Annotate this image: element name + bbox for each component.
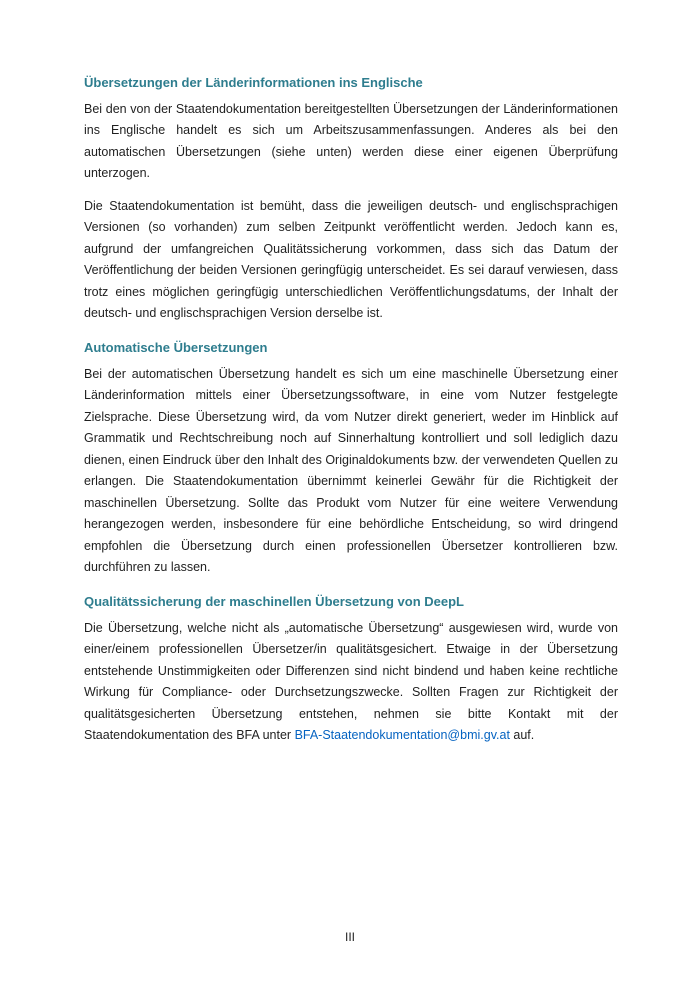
section-quality-assurance [84, 593, 618, 747]
paragraph-text-after-link: auf. [509, 728, 535, 743]
paragraph [84, 618, 618, 747]
email-link[interactable]: BFA-Staatendokumentation@bmi.gv.at [294, 728, 510, 743]
page-number: III [344, 930, 355, 944]
section-english-translations [84, 74, 618, 325]
document-content [84, 74, 618, 761]
section-automatic-translations [84, 339, 618, 579]
paragraph: Die Staatendokumentation ist bemüht, dass die jeweiligen deutsch- und englischsprachigen Versionen (so vorhanden) zum selben Zeitpunkt veröffentlicht werden. Jedoch kann es, aufgrund der umfangreichen Qualitätssicherung vorkommen, dass sich das Datum der Veröffentlichung der beiden Versionen geringfügig unterscheidet. Es sei darauf verwiesen, dass trotz eines möglichen geringfügig unterschiedlichen Veröffentlichungsdatums, der Inhalt der deutsch- und englischsprachigen Version derselbe ist. [84, 198, 618, 321]
paragraph: Bei den von der Staatendokumentation bereitgestellten Übersetzungen der Länderinformationen ins Englische handelt es sich um Arbeitszusammenfassungen. Anderes als bei den automatischen Übersetzungen (siehe unten) werden diese einer eigenen Überprüfung unterzogen. [84, 101, 618, 181]
section-heading-automatic-translations: Automatische Übersetzungen [84, 339, 268, 355]
section-heading-english-translations: Übersetzungen der Länderinformationen ins Englische [84, 75, 423, 90]
paragraph-text-before-link: Die Übersetzung, welche nicht als „automatische Übersetzung“ ausgewiesen wird, wurde von einer/einem professionellen Übersetzer/in qualitätsgesichert. Etwaige in der Übersetzung entstehende Unstimmigkeiten oder Differenzen sind nicht bindend und haben keine rechtliche Wirkung für Compliance- oder Durchsetzungszwecke. Sollten Fragen zur Richtigkeit der qualitätsgesicherten Übersetzung entstehen, nehmen sie bitte Kontakt mit der Staatendokumentation des BFA unter [84, 620, 618, 743]
section-heading-quality-assurance: Qualitätssicherung der maschinellen Übersetzung von DeepL [84, 593, 464, 609]
paragraph: Bei der automatischen Übersetzung handelt es sich um eine maschinelle Übersetzung einer Länderinformation mittels einer Übersetzungssoftware, in eine vom Nutzer festgelegte Zielsprache. Diese Übersetzung wird, da vom Nutzer direkt generiert, weder im Hinblick auf Grammatik und Rechtschreibung noch auf Sinnerhaltung kontrolliert und soll lediglich dazu dienen, einen Eindruck über den Inhalt des Originaldokuments bzw. der verwendeten Quellen zu erlangen. Die Staatendokumentation übernimmt keinerlei Gewähr für die Richtigkeit der maschinellen Übersetzung. Sollte das Produkt vom Nutzer für eine weitere Verwendung herangezogen werden, insbesondere für eine behördliche Entscheidung, so wird dringend empfohlen die Übersetzung durch einen professionellen Übersetzer kontrollieren bzw. durchführen zu lassen. [84, 366, 618, 575]
